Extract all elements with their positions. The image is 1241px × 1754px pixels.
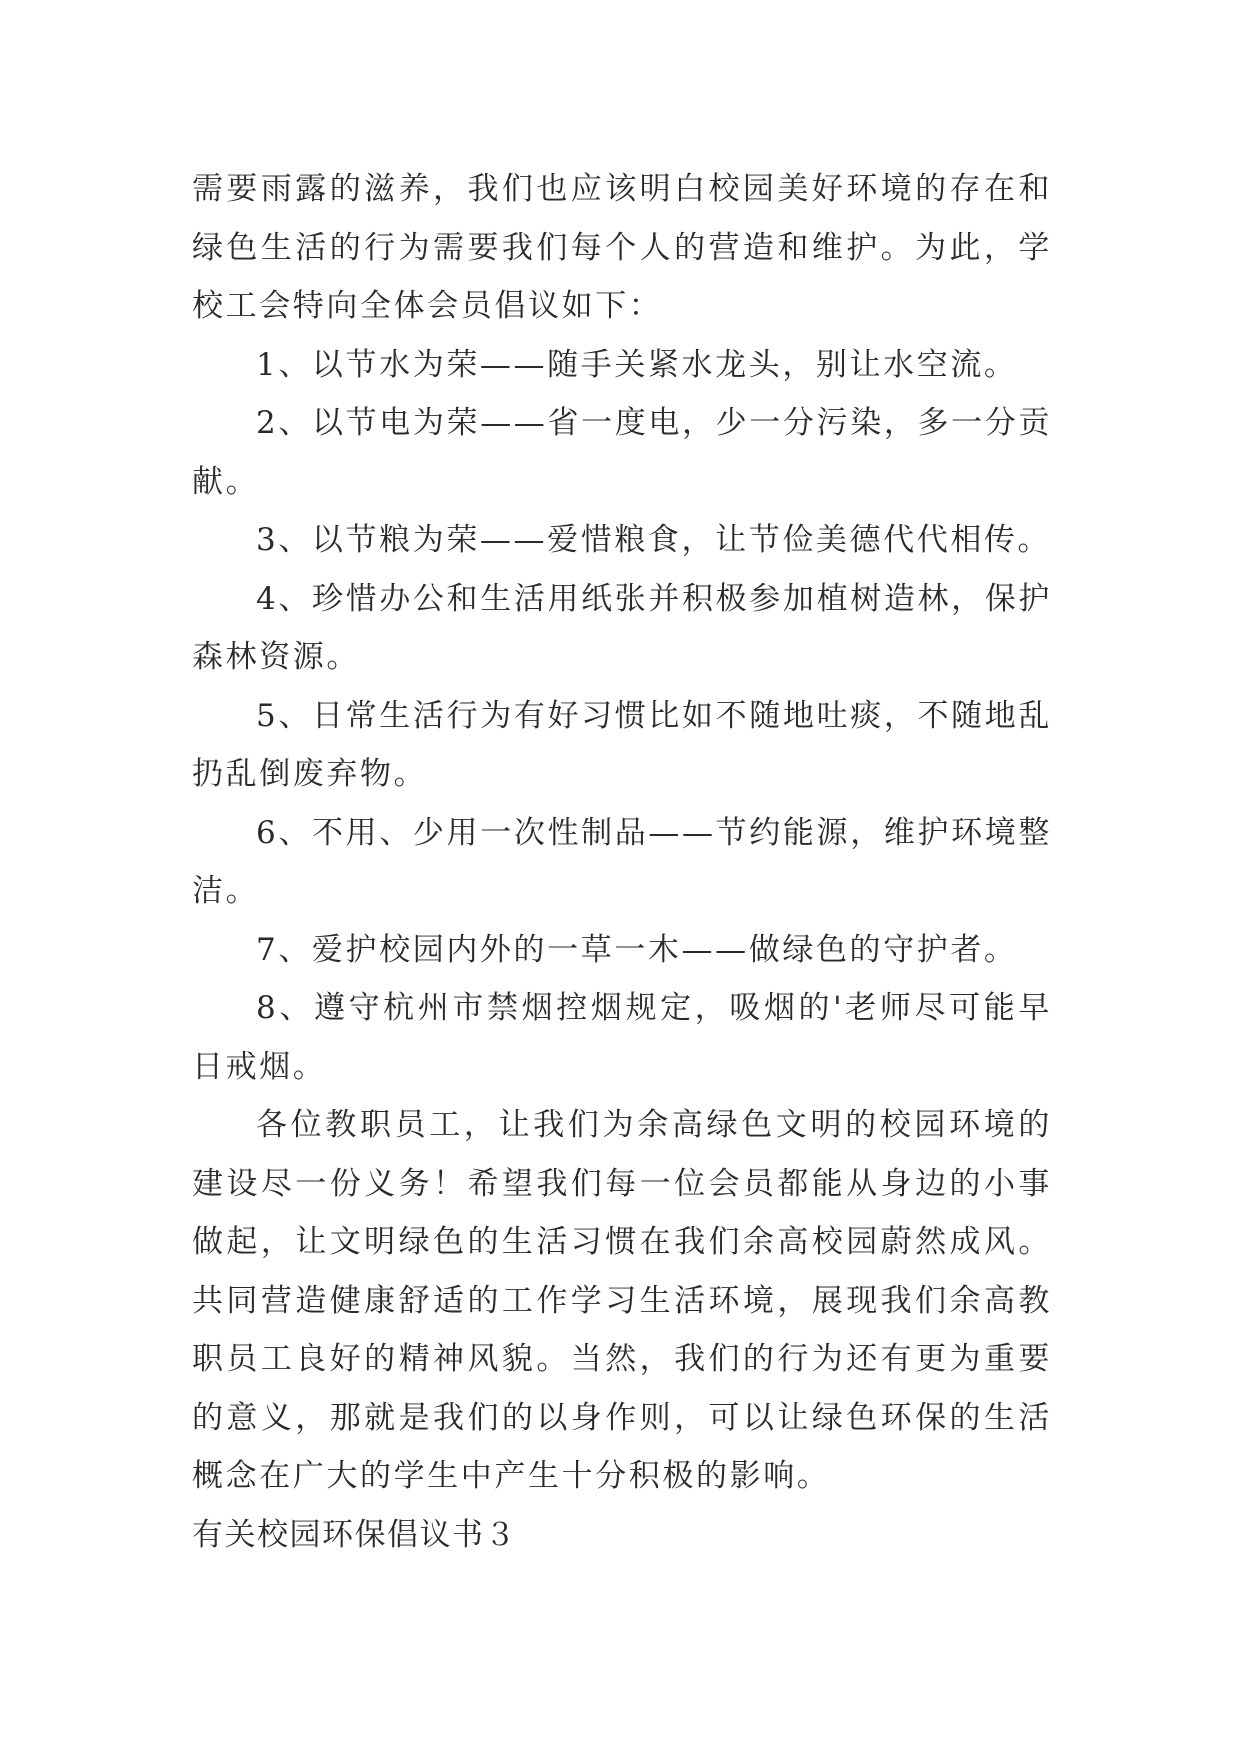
- proposal-item-8: 8、遵守杭州市禁烟控烟规定，吸烟的'老师尽可能早日戒烟。: [192, 990, 1052, 1085]
- next-section-heading: 有关校园环保倡议书３: [192, 1516, 517, 1553]
- proposal-item-7: 7、爱护校园内外的一草一木——做绿色的守护者。: [256, 931, 1018, 968]
- proposal-item-3: 3、以节粮为荣——爱惜粮食，让节俭美德代代相传。: [256, 522, 1052, 558]
- proposal-item-6: 6、不用、少用一次性制品——节约能源，维护环境整洁。: [192, 814, 1052, 909]
- proposal-item-2: 2、以节电为荣——省一度电，少一分污染，多一分贡献。: [192, 405, 1052, 500]
- intro-paragraph: 需要雨露的滋养，我们也应该明白校园美好环境的存在和绿色生活的行为需要我们每个人的营造和维护。为此，学校工会特向全体会员倡议如下：: [192, 171, 1052, 324]
- proposal-item-5: 5、日常生活行为有好习惯比如不随地吐痰，不随地乱扔乱倒废弃物。: [192, 697, 1052, 792]
- document-body: [192, 160, 1052, 1564]
- proposal-item-1: 1、以节水为荣——随手关紧水龙头，别让水空流。: [256, 346, 1018, 383]
- proposal-item-4: 4、珍惜办公和生活用纸张并积极参加植树造林，保护森林资源。: [192, 580, 1052, 675]
- closing-paragraph: 各位教职员工，让我们为余高绿色文明的校园环境的建设尽一份义务！希望我们每一位会员都能从身边的小事做起，让文明绿色的生活习惯在我们余高校园蔚然成风。共同营造健康舒适的工作学习生活环境，展现我们余高教职员工良好的精神风貌。当然，我们的行为还有更为重要的意义，那就是我们的以身作则，可以让绿色环保的生活概念在广大的学生中产生十分积极的影响。: [192, 1107, 1052, 1494]
